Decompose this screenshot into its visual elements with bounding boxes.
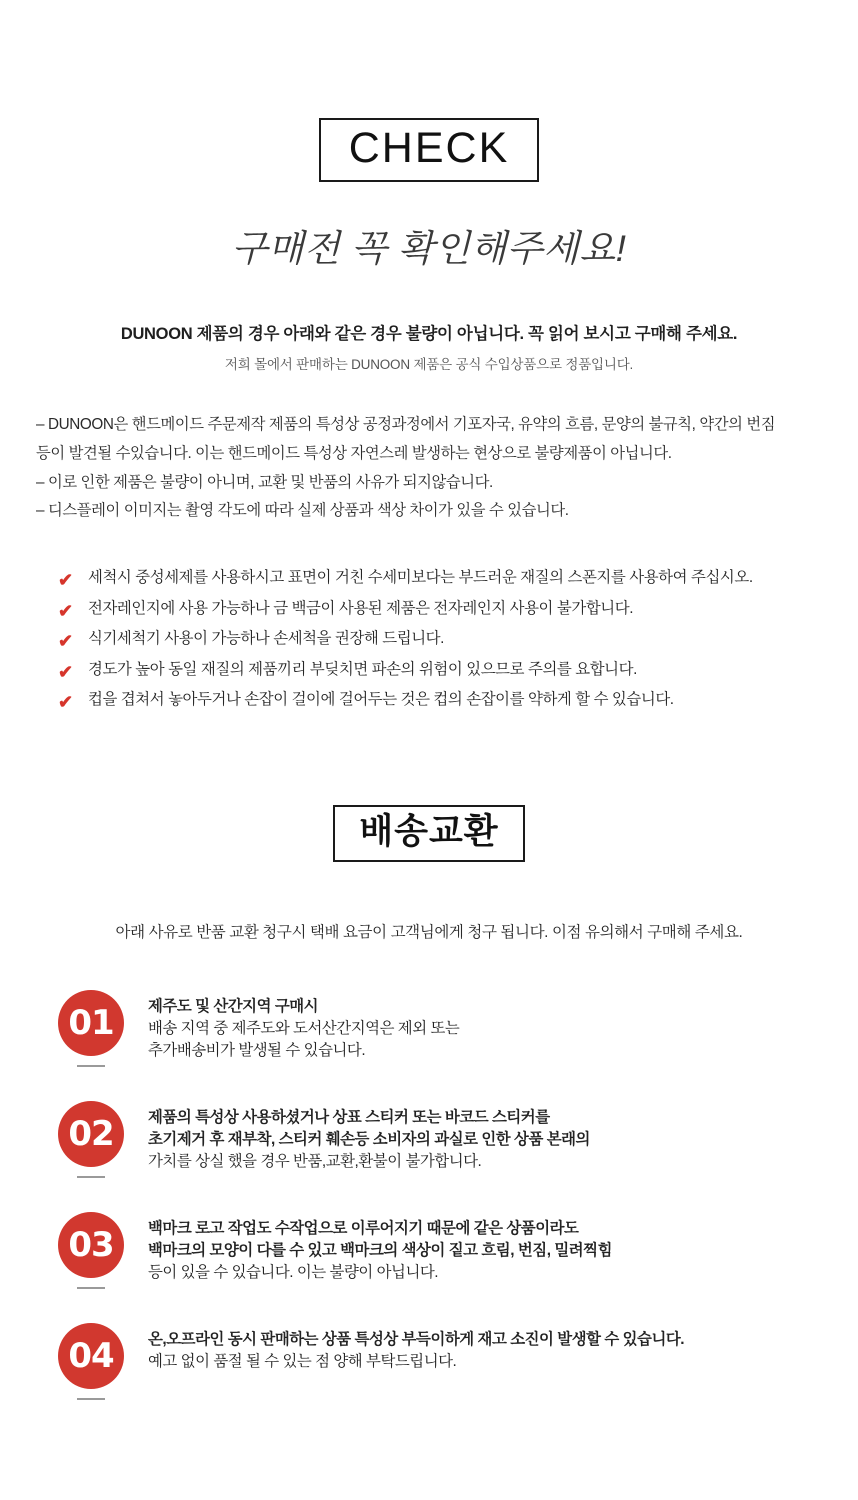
item-line: 백마크의 모양이 다를 수 있고 백마크의 색상이 짙고 흐림, 번짐, 밀려찍힘 <box>148 1242 613 1260</box>
list-item <box>58 599 838 622</box>
item-line: 제주도 및 산간지역 구매시 <box>148 998 319 1016</box>
check-badge: CHECK <box>319 118 540 182</box>
shipping-badge-container <box>0 805 858 863</box>
check-icon: ✔ <box>58 600 74 621</box>
item-line: 초기제거 후 재부착, 스티커 훼손등 소비자의 과실로 인한 상품 본래의 <box>148 1131 590 1149</box>
divider <box>77 1287 105 1289</box>
item-line: 예고 없이 품절 될 수 있는 점 양해 부탁드립니다. <box>148 1353 457 1371</box>
check-icon: ✔ <box>58 570 74 591</box>
check-item-label: 식기세척기 사용이 가능하나 손세척을 권장해 드립니다. <box>88 630 445 648</box>
shipping-lead-text: 아래 사유로 반품 교환 청구시 택배 요금이 고객님에게 청구 됩니다. 이점 유의해서 구매해 주세요. <box>115 924 743 942</box>
divider <box>77 1398 105 1400</box>
shipping-numbered-list <box>0 990 858 1401</box>
check-icon: ✔ <box>58 661 74 682</box>
item-body <box>148 1323 684 1373</box>
check-dash-line: 등이 발견될 수있습니다. 이는 핸드메이드 특성상 자연스레 발생하는 현상으로 불량제품이 아닙니다. <box>36 444 672 462</box>
list-item <box>58 990 838 1068</box>
number-badge <box>58 1212 148 1290</box>
check-lead-subtext: 저희 몰에서 판매하는 DUNOON 제품은 공식 수입상품으로 정품입니다. <box>224 357 634 373</box>
item-line: 가치를 상실 했을 경우 반품,교환,환불이 불가합니다. <box>148 1153 482 1171</box>
shipping-badge: 배송교환 <box>333 805 524 863</box>
item-line: 추가배송비가 발생될 수 있습니다. <box>148 1042 366 1060</box>
number-circle: 03 <box>58 1212 124 1278</box>
item-line: 등이 있을 수 있습니다. 이는 불량이 아닙니다. <box>148 1264 439 1282</box>
check-item-label: 컵을 겹쳐서 놓아두거나 손잡이 걸이에 걸어두는 것은 컵의 손잡이를 약하게 할 수 있습니다. <box>88 691 674 709</box>
list-item <box>58 1101 838 1179</box>
check-item-label: 세척시 중성세제를 사용하시고 표면이 거친 수세미보다는 부드러운 재질의 스폰지를 사용하여 주십시오. <box>88 569 753 587</box>
number-circle: 04 <box>58 1323 124 1389</box>
check-dash-line: – 디스플레이 이미지는 촬영 각도에 따라 실제 상품과 색상 차이가 있을 수 있습니다. <box>36 502 569 520</box>
divider <box>77 1065 105 1067</box>
item-line: 온,오프라인 동시 판매하는 상품 특성상 부득이하게 재고 소진이 발생할 수 있습니다. <box>148 1331 685 1349</box>
item-body <box>148 990 459 1062</box>
list-item <box>58 660 838 683</box>
number-badge <box>58 990 148 1068</box>
check-lead-text: DUNOON 제품의 경우 아래와 같은 경우 불량이 아닙니다. 꼭 읽어 보시고 구매해 주세요. <box>120 325 738 344</box>
check-item-label: 전자레인지에 사용 가능하나 금 백금이 사용된 제품은 전자레인지 사용이 불가합니다. <box>88 599 634 617</box>
item-body <box>148 1101 590 1173</box>
check-dash-line: – DUNOON은 핸드메이드 주문제작 제품의 특성상 공정과정에서 기포자국, 유약의 흐름, 문양의 불규칙, 약간의 번짐 <box>36 416 776 434</box>
list-item <box>58 690 838 713</box>
divider <box>77 1176 105 1178</box>
check-dash-line: – 이로 인한 제품은 불량이 아니며, 교환 및 반품의 사유가 되지않습니다. <box>36 473 493 491</box>
list-item <box>58 568 838 591</box>
item-line: 배송 지역 중 제주도와 도서산간지역은 제외 또는 <box>148 1020 460 1038</box>
list-item <box>58 1323 838 1401</box>
check-icon: ✔ <box>58 631 74 652</box>
number-circle: 01 <box>58 990 124 1056</box>
number-circle: 02 <box>58 1101 124 1167</box>
check-badge-container <box>0 0 858 182</box>
item-line: 백마크 로고 작업도 수작업으로 이루어지기 때문에 같은 상품이라도 <box>148 1220 579 1238</box>
number-badge <box>58 1323 148 1401</box>
check-bullet-list <box>0 568 858 713</box>
check-item-label: 경도가 높아 동일 재질의 제품끼리 부딪치면 파손의 위험이 있으므로 주의를 요합니다. <box>88 660 637 678</box>
check-dash-list <box>0 413 858 524</box>
check-heading: 구매전 꼭 확인해주세요! <box>231 228 627 270</box>
number-badge <box>58 1101 148 1179</box>
list-item <box>58 1212 838 1290</box>
item-body <box>148 1212 612 1284</box>
item-line: 제품의 특성상 사용하셨거나 상표 스티커 또는 바코드 스티커를 <box>148 1109 550 1127</box>
check-icon: ✔ <box>58 692 74 713</box>
list-item <box>58 629 838 652</box>
